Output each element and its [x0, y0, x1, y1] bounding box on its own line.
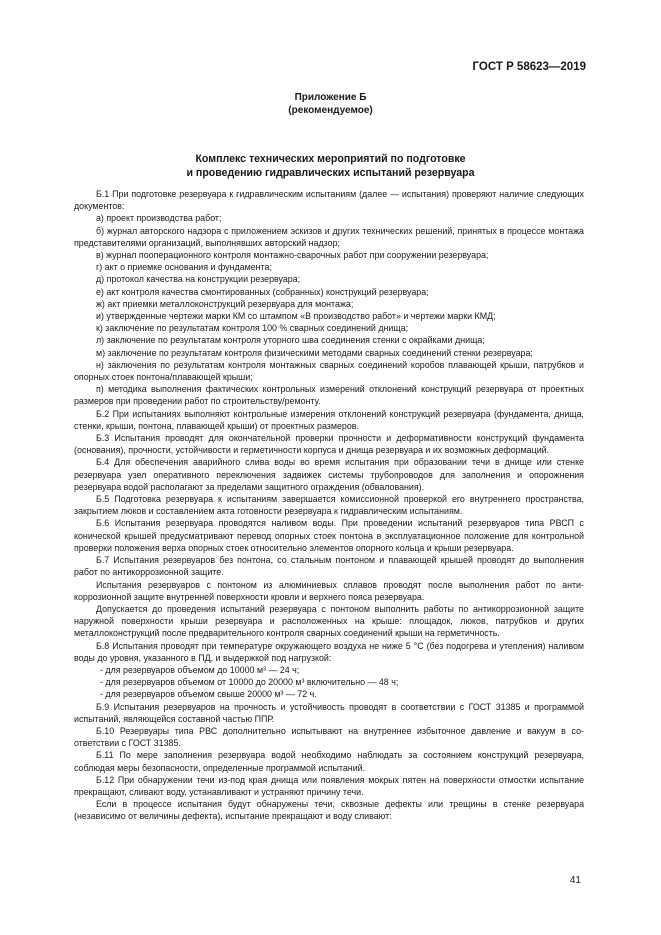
paragraph: б) журнал авторского надзора с приложением эскизов и других технических решений, принятых в процессе монтажа представителями организаций, выполнявших авторский надзор; — [74, 225, 584, 248]
document-body — [74, 188, 584, 823]
paragraph: Б.10 Резервуары типа РВС дополнительно испытывают на внутреннее избыточное давление и вакуум в соответствии с ГОСТ 31385. — [74, 725, 584, 749]
paragraph: п) методика выполнения фактических контрольных измерений отклонений конструкций резервуара от проектных размеров при проведении работ по строительству/ремонту. — [74, 384, 584, 407]
paragraph: Б.6 Испытания резервуара проводятся наливом воды. При проведении испытаний резервуаров типа РВСП с конической крышей предусматривают перевод опорных стоек понтона в эксплуатационное положение для контрольной проверки положения верха опорных стоек относительно элементов опорного кольца и крыши резервуара. — [74, 518, 584, 553]
paragraph: Б.1 При подготовке резервуара к гидравлическим испытаниям (далее — испытания) проверяют наличие следующих документов: — [74, 189, 584, 212]
paragraph: Если в процессе испытания будут обнаружены течи, сквозные дефекты или трещины в стенке резервуара (независимо от величины дефекта), испытание прекращают и воду сливают: — [74, 799, 584, 822]
paragraph: и) утвержденные чертежи марки КМ со штампом «В производство работ» и чертежи марки КМД; — [96, 311, 496, 322]
paragraph: Б.5 Подготовка резервуара к испытаниям завершается комиссионной проверкой его внутреннего пространства, закрытием люков и составлением акта готовности резервуара к гидравлическим испытаниям. — [74, 494, 584, 517]
list-item: - для резервуаров объемом свыше 20000 м³ — 72 ч. — [100, 689, 317, 700]
paragraph: г) акт о приемке основания и фундамента; — [96, 262, 272, 273]
paragraph: Б.4 Для обеспечения аварийного слива воды во время испытания при образовании течи в днище или стенке резервуара узел оперативного переключения задвижек системы трубопроводов для заполнения и опорожнения резервуара водой располагают за пределами защитного ограждения (обвалования). — [74, 457, 584, 492]
list-item: - для резервуаров объемом до 10000 м³ — 24 ч; — [100, 664, 300, 675]
section-title-line-2: и проведению гидравлических испытаний резервуара — [186, 167, 475, 179]
paragraph: к) заключение по результатам контроля 100 % сварных соединений днища; — [96, 323, 409, 334]
paragraph: Б.11 По мере заполнения резервуара водой необходимо наблюдать за состоянием конструкций резервуара, соблюдая меры безопасности, определенные программой испытаний. — [74, 750, 584, 773]
paragraph: м) заключение по результатам контроля физическими методами сварных соединений стенки резервуара; — [96, 347, 533, 358]
appendix-heading — [0, 91, 661, 117]
standard-code: ГОСТ Р 58623—2019 — [472, 61, 586, 73]
paragraph: Б.2 При испытаниях выполняют контрольные измерения отклонений конструкций резервуара (фундамента, днища, стенки, крыши, понтона, плавающей крыши) от проектных размеров. — [74, 408, 584, 431]
section-title — [0, 152, 661, 180]
paragraph: н) заключения по результатам контроля монтажных сварных соединений коробов плавающей крыши, патрубков и опорных стоек понтона/плавающей крыши; — [74, 359, 584, 383]
paragraph: Испытания резервуаров с понтоном из алюминиевых сплавов проводят после выполнения работ по антикоррозионной защите внутренней поверхности кровли и верхнего пояса резервуара. — [74, 579, 584, 602]
paragraph: е) акт контроля качества смонтированных (собранных) конструкций резервуара; — [96, 286, 429, 297]
paragraph: Б.8 Испытания проводят при температуре окружающего воздуха не ниже 5 °С (без подогрева и утепления) наливом воды до уровня, указанного в ПД, и выдержкой под нагрузкой: — [74, 640, 584, 663]
paragraph: а) проект производства работ; — [96, 213, 222, 224]
section-title-line-1: Комплекс технических мероприятий по подготовке — [195, 153, 466, 165]
paragraph: Б.12 При обнаружении течи из-под края днища или появления мокрых пятен на поверхности отмостки испытание прекращают, сливают воду, устанавливают и устраняют причину течи. — [74, 774, 584, 797]
paragraph: Б.7 Испытания резервуаров без понтона, со стальным понтоном и плавающей крышей проводят до выполнения работ по антикоррозионной защите. — [74, 555, 584, 578]
page-number: 41 — [569, 875, 581, 886]
appendix-title: Приложение Б — [294, 92, 367, 103]
paragraph: л) заключение по результатам контроля уторного шва соединения стенки с окрайками днища; — [96, 335, 485, 346]
paragraph: д) протокол качества на конструкции резервуара; — [96, 274, 301, 285]
paragraph: Б.9 Испытания резервуаров на прочность и устойчивость проводят в соответствии с ГОСТ 31385 и программой испытаний, являющейся составной частью ППР. — [74, 701, 584, 724]
paragraph: Б.3 Испытания проводят для окончательной проверки прочности и деформативности конструкций фундамента (основания), прочности, устойчивости и герметичности корпуса и днища резервуара и их возможных деформаций. — [74, 433, 584, 456]
paragraph: Допускается до проведения испытаний резервуара с понтоном выполнить работы по антикоррозионной защите наружной поверхности крыши резервуара и расположенных на крыше: площадок, люков, патрубков и других металлоконструкций после предварительного контроля сварных соединений крыши на герметичность. — [74, 603, 584, 639]
list-item: - для резервуаров объемом от 10000 до 20000 м³ включительно — 48 ч; — [100, 677, 399, 688]
paragraph: ж) акт приемки металлоконструкций резервуара для монтажа; — [96, 298, 354, 309]
appendix-subtitle: (рекомендуемое) — [288, 105, 373, 116]
paragraph: в) журнал пооперационного контроля монтажно-сварочных работ при сооружении резервуара; — [96, 250, 489, 261]
